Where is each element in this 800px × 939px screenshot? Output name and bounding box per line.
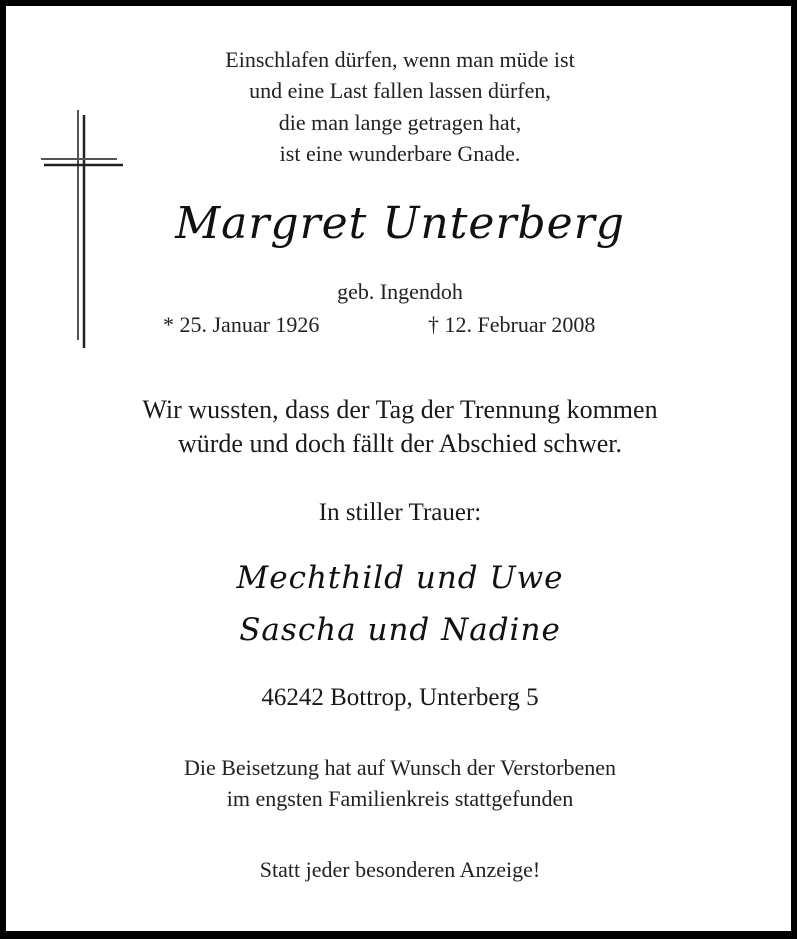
message-line-1: Wir wussten, dass der Tag der Trennung kommen: [142, 395, 658, 424]
poem-line-4: ist eine wunderbare Gnade.: [279, 141, 521, 166]
poem-line-1: Einschlafen dürfen, wenn man müde ist: [225, 47, 575, 72]
family-line-1: Mechthild und Uwe: [236, 560, 564, 596]
burial-note-line-1: Die Beisetzung hat auf Wunsch der Verstorbenen: [183, 755, 617, 780]
closing-note: Statt jeder besonderen Anzeige!: [259, 857, 541, 882]
family-address: 46242 Bottrop, Unterberg 5: [261, 684, 539, 711]
deceased-name: Margret Unterberg: [175, 198, 625, 249]
burial-note-line-2: im engsten Familienkreis stattgefunden: [226, 786, 574, 811]
message-line-2: würde und doch fällt der Abschied schwer.: [177, 429, 623, 458]
family-line-2: Sascha und Nadine: [239, 612, 561, 648]
birth-date: * 25. Januar 1926: [163, 312, 320, 337]
death-date: † 12. Februar 2008: [428, 312, 596, 337]
poem-line-2: und eine Last fallen lassen dürfen,: [249, 78, 551, 103]
poem-line-3: die man lange getragen hat,: [278, 110, 522, 135]
life-dates: [0, 312, 800, 346]
maiden-name: geb. Ingendoh: [337, 279, 463, 304]
mourning-heading: In stiller Trauer:: [318, 499, 482, 526]
